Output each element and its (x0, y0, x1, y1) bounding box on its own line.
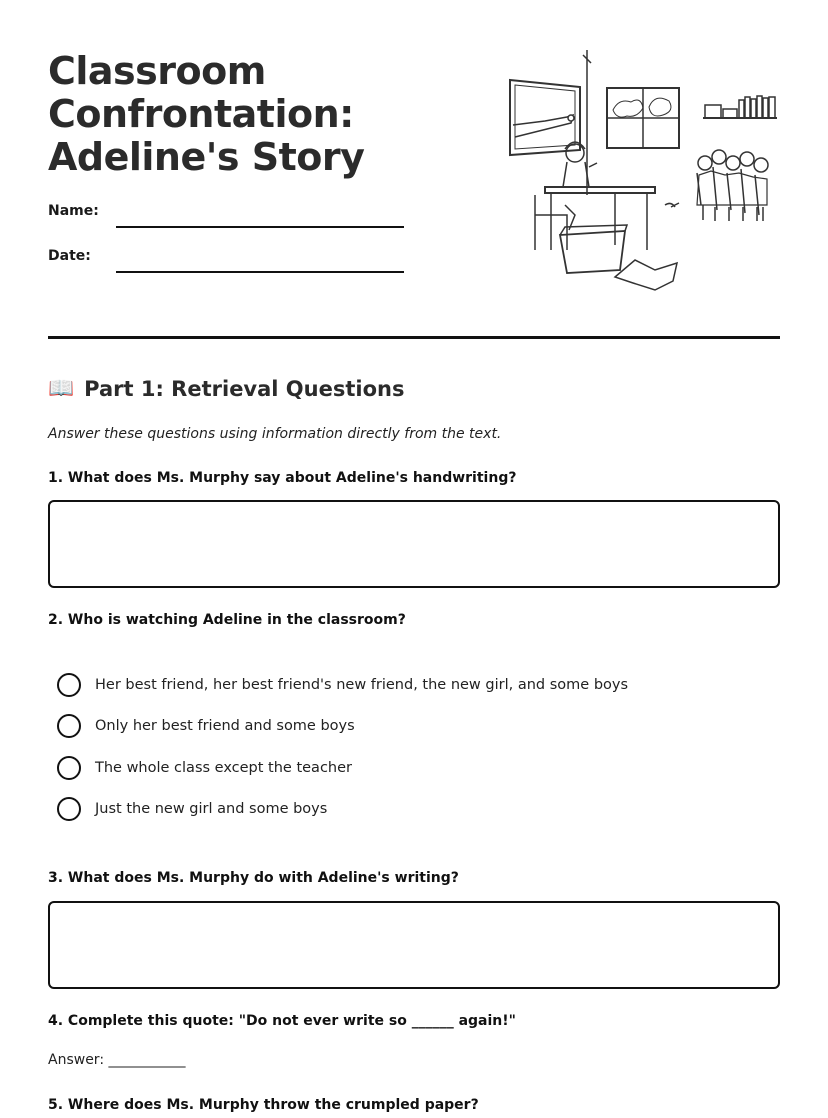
header-divider (48, 336, 780, 339)
question-2-option-3[interactable] (57, 756, 352, 780)
name-input-line[interactable] (116, 226, 404, 228)
option-label: Her best friend, her best friend's new friend, the new girl, and some boys (95, 677, 629, 693)
part-1-title: Part 1: Retrieval Questions (84, 376, 405, 401)
question-2: 2. Who is watching Adeline in the classroom? (48, 612, 406, 628)
date-field (48, 248, 404, 264)
option-label: Just the new girl and some boys (95, 801, 328, 817)
classroom-scene-illustration (505, 45, 785, 295)
option-label: Only her best friend and some boys (95, 718, 355, 734)
name-field (48, 203, 404, 219)
question-2-option-1[interactable] (57, 673, 628, 697)
question-4: 4. Complete this quote: "Do not ever write so ______ again!" (48, 1013, 516, 1029)
question-3-answer-box[interactable] (48, 901, 780, 989)
date-label: Date: (48, 248, 91, 264)
radio-button[interactable] (57, 797, 81, 821)
question-5: 5. Where does Ms. Murphy throw the crumpled paper? (48, 1097, 479, 1113)
radio-button[interactable] (57, 756, 81, 780)
part-1-heading (48, 376, 404, 401)
option-label: The whole class except the teacher (95, 760, 352, 776)
question-1: 1. What does Ms. Murphy say about Adeline's handwriting? (48, 470, 517, 486)
question-4-answer[interactable]: Answer: ___________ (48, 1052, 186, 1068)
date-input-line[interactable] (116, 271, 404, 273)
question-1-answer-box[interactable] (48, 500, 780, 588)
question-2-option-4[interactable] (57, 797, 327, 821)
radio-button[interactable] (57, 714, 81, 738)
worksheet-title: Classroom Confrontation: Adeline's Story (48, 49, 365, 179)
name-label: Name: (48, 203, 99, 219)
open-book-icon: 📖 (48, 376, 75, 400)
radio-button[interactable] (57, 673, 81, 697)
question-3: 3. What does Ms. Murphy do with Adeline's writing? (48, 870, 459, 886)
question-2-option-2[interactable] (57, 714, 355, 738)
part-1-instructions: Answer these questions using information directly from the text. (48, 426, 502, 442)
